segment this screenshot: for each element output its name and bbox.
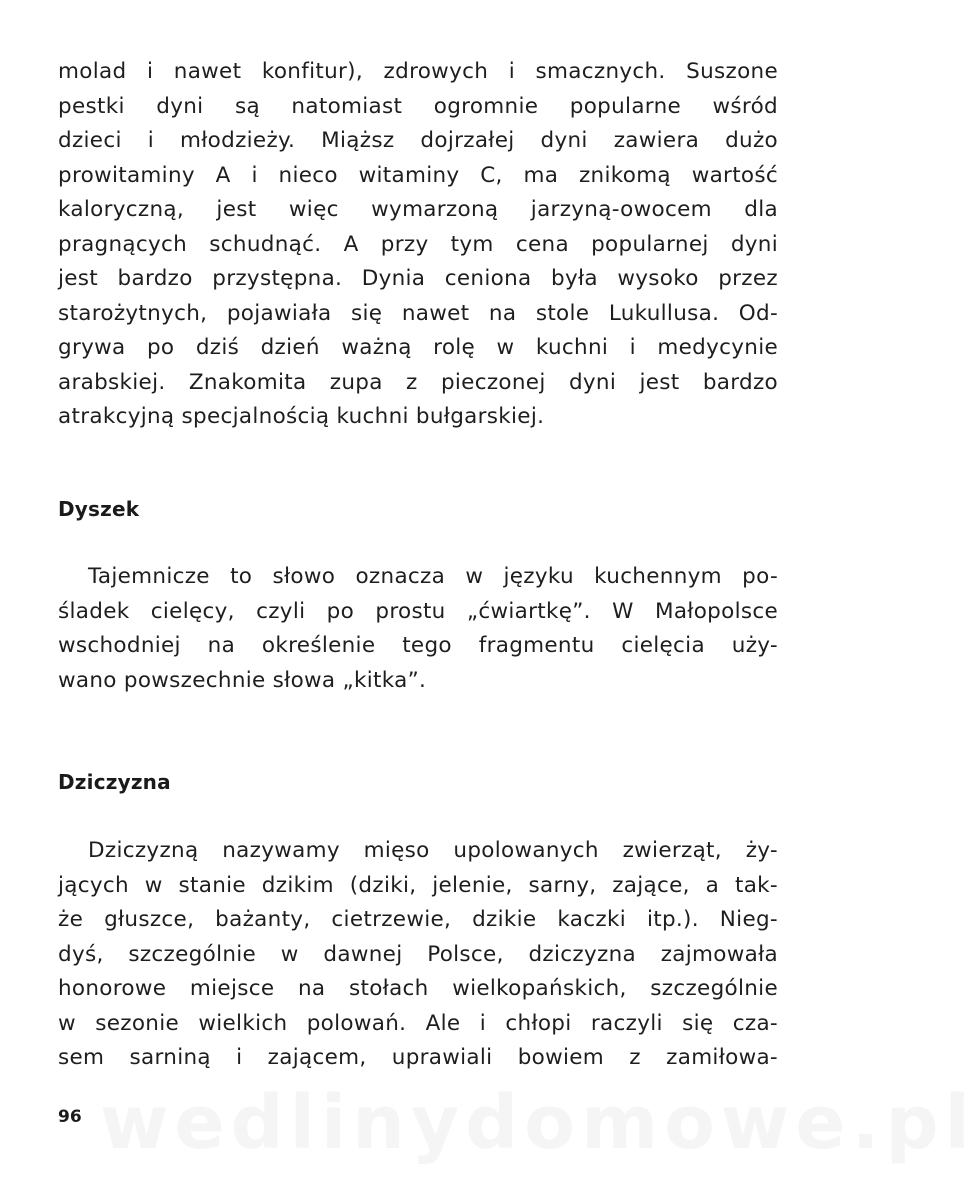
text-line: pestki dyni są natomiast ogromnie popularne wśród (58, 93, 778, 119)
text-line: jących w stanie dzikim (dziki, jelenie, sarny, zające, a tak- (58, 872, 778, 898)
page-number: 96 (58, 1107, 82, 1127)
text-line: Dziczyzną nazywamy mięso upolowanych zwierząt, ży- (88, 838, 778, 863)
text-line: kaloryczną, jest więc wymarzoną jarzyną-owocem dla (58, 197, 778, 222)
text-line: sem sarniną i zającem, uprawiali bowiem z zamiłowa- (58, 1045, 778, 1070)
paragraph-dynia-continued (58, 55, 778, 435)
text-line: Tajemnicze to słowo oznacza w języku kuchennym po- (88, 564, 778, 589)
text-line: w sezonie wielkich polowań. Ale i chłopi raczyli się cza- (58, 1010, 778, 1036)
watermark: wedlinydomowe.pl (100, 1080, 976, 1166)
paragraph-dziczyzna (58, 834, 778, 1076)
text-line: dzieci i młodzieży. Miąższ dojrzałej dyni zawiera dużo (58, 128, 778, 153)
text-line: honorowe miejsce na stołach wielkopańskich, szczególnie (58, 976, 778, 1001)
text-line: śladek cielęcy, czyli po prostu „ćwiartkę”. W Małopolsce (58, 598, 778, 624)
text-line: wschodniej na określenie tego fragmentu cielęcia uży- (58, 633, 778, 658)
text-line: dyś, szczególnie w dawnej Polsce, dziczyzna zajmowała (58, 941, 778, 967)
text-line: grywa po dziś dzień ważną rolę w kuchni i medycynie (58, 335, 778, 360)
text-line: wano powszechnie słowa „kitka”. (58, 667, 427, 693)
paragraph-dyszek (58, 560, 778, 698)
section-heading-dyszek: Dyszek (58, 497, 140, 521)
text-line: jest bardzo przystępna. Dynia ceniona była wysoko przez (58, 266, 778, 291)
text-line: atrakcyjną specjalnością kuchni bułgarskiej. (58, 404, 545, 429)
text-line: że głuszce, bażanty, cietrzewie, dzikie kaczki itp.). Nieg- (58, 907, 778, 932)
text-line: molad i nawet konfitur), zdrowych i smacznych. Suszone (58, 59, 778, 84)
text-line: starożytnych, pojawiała się nawet na stole Lukullusa. Od- (58, 300, 778, 326)
text-line: arabskiej. Znakomita zupa z pieczonej dyni jest bardzo (58, 369, 778, 395)
section-heading-dziczyzna: Dziczyzna (58, 770, 171, 794)
text-line: prowitaminy A i nieco witaminy C, ma znikomą wartość (58, 162, 778, 188)
text-line: pragnących schudnąć. A przy tym cena popularnej dyni (58, 231, 778, 257)
